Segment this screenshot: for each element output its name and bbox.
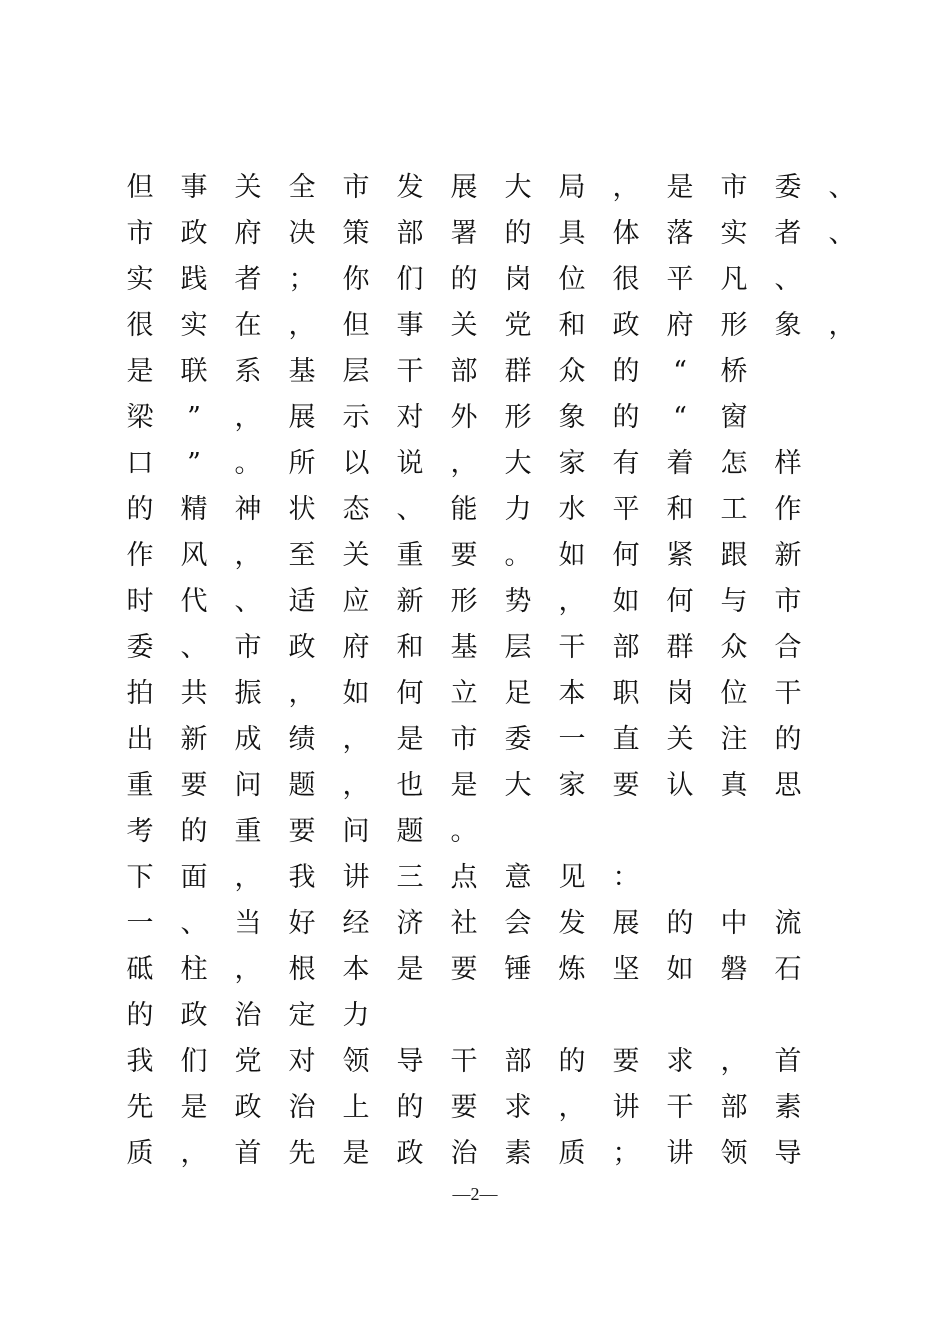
- text-line: 梁 ” ， 展 示 对 外 形 象 的 “ 窗: [126, 402, 748, 433]
- page-number: —2—: [452, 1184, 498, 1204]
- text-line: 一 、 当 好 经 济 社 会 发 展 的 中 流: [126, 908, 802, 939]
- text-line: 的 政 治 定 力: [126, 1000, 370, 1031]
- text-line: 砥 柱 ， 根 本 是 要 锤 炼 坚 如 磐 石: [126, 954, 802, 985]
- text-line: 拍 共 振 ， 如 何 立 足 本 职 岗 位 干: [126, 678, 802, 709]
- text-line: 是 联 系 基 层 干 部 群 众 的 “ 桥: [126, 356, 748, 387]
- text-line: 我 们 党 对 领 导 干 部 的 要 求 ， 首: [126, 1046, 802, 1077]
- text-line: 重 要 问 题 ， 也 是 大 家 要 认 真 思: [126, 770, 802, 801]
- text-line: 的 精 神 状 态 、 能 力 水 平 和 工 作: [126, 494, 802, 525]
- text-line: 下 面 ， 我 讲 三 点 意 见 ：: [126, 862, 640, 893]
- text-line: 很 实 在 ， 但 事 关 党 和 政 府 形 象 ，: [126, 310, 856, 341]
- text-line: 实 践 者 ； 你 们 的 岗 位 很 平 凡 、: [126, 264, 802, 295]
- text-line: 质 ， 首 先 是 政 治 素 质 ； 讲 领 导: [126, 1138, 802, 1169]
- text-line: 先 是 政 治 上 的 要 求 ， 讲 干 部 素: [126, 1092, 802, 1123]
- text-line: 出 新 成 绩 ， 是 市 委 一 直 关 注 的: [126, 724, 802, 755]
- text-line: 作 风 ， 至 关 重 要 。 如 何 紧 跟 新: [126, 540, 802, 571]
- text-line: 口 ” 。 所 以 说 ， 大 家 有 着 怎 样: [126, 448, 802, 479]
- body-text: [113, 165, 873, 1177]
- text-line: 市 政 府 决 策 部 署 的 具 体 落 实 者 、: [126, 218, 856, 249]
- text-line: 委 、 市 政 府 和 基 层 干 部 群 众 合: [126, 632, 802, 663]
- text-line: 时 代 、 适 应 新 形 势 ， 如 何 与 市: [126, 586, 802, 617]
- text-line: 考 的 重 要 问 题 。: [126, 816, 478, 847]
- text-line: 但 事 关 全 市 发 展 大 局 ， 是 市 委 、: [126, 172, 856, 203]
